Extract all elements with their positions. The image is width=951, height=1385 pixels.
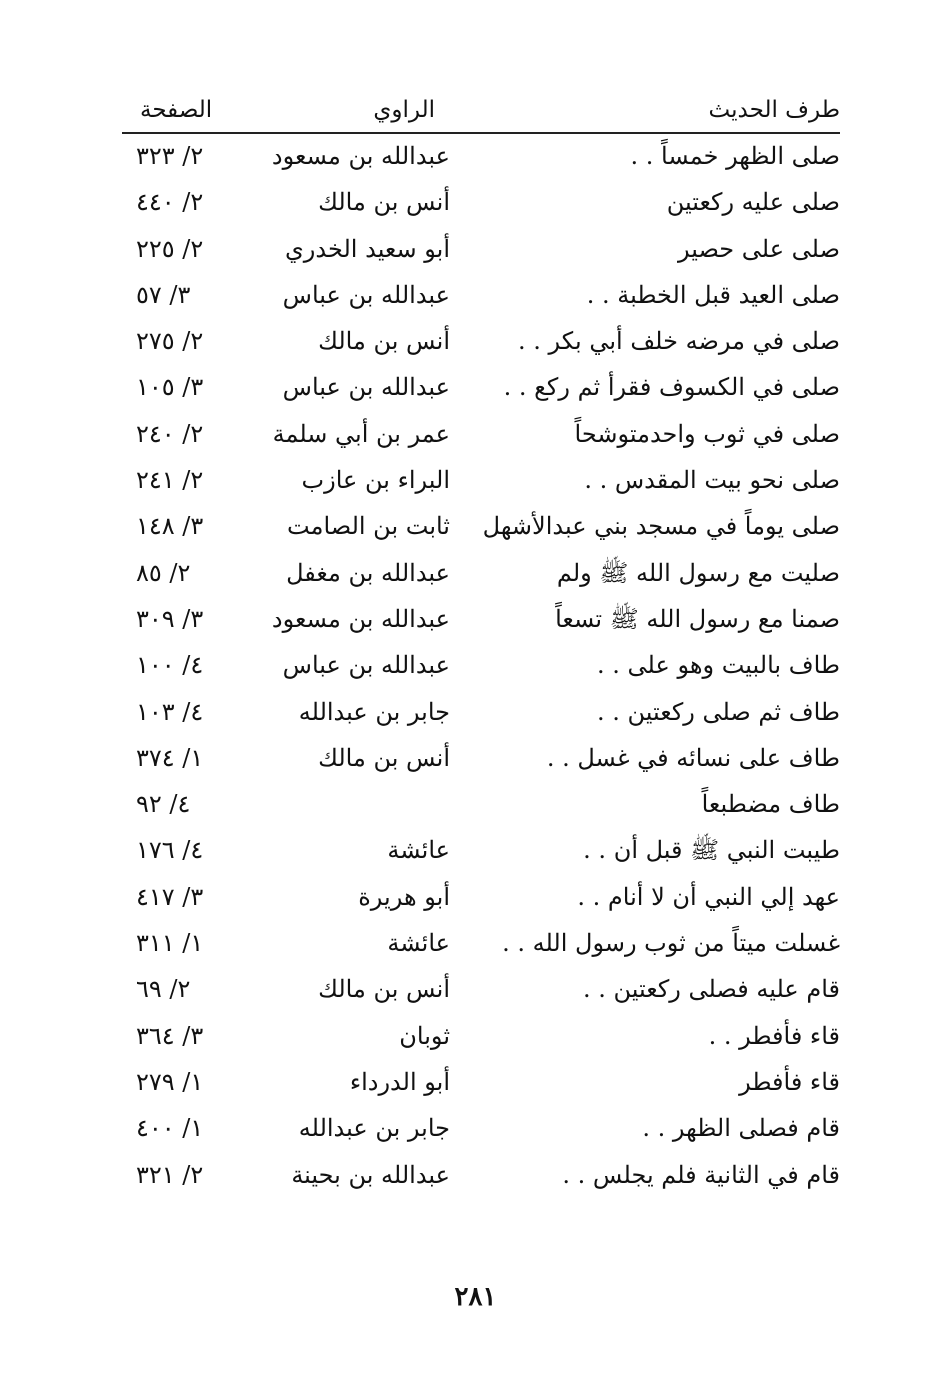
table-header xyxy=(122,88,840,134)
page-reference: ٣/ ٤١٧ xyxy=(136,882,204,911)
table-row xyxy=(122,690,840,736)
page-reference: ٢/ ٢٤٠ xyxy=(136,419,204,448)
page-reference: ٢/ ٢٧٥ xyxy=(136,327,204,356)
page-reference: ١/ ٣١١ xyxy=(136,929,204,958)
header-hadith: طرف الحديث xyxy=(708,97,840,123)
narrator-name: ثوبان xyxy=(399,1021,450,1050)
hadith-text: طاف بالبيت وهو على . . xyxy=(597,651,840,680)
narrator-name: أنس بن مالك xyxy=(318,188,450,217)
narrator-name: أبو الدرداء xyxy=(349,1067,450,1096)
hadith-text: قاء فأفطر xyxy=(739,1067,840,1096)
narrator-name: عبدالله بن عباس xyxy=(282,651,450,680)
table-row xyxy=(122,643,840,689)
narrator-name: عبدالله بن مسعود xyxy=(271,142,450,170)
table-row xyxy=(122,504,840,550)
narrator-name: أنس بن مالك xyxy=(318,975,450,1004)
narrator-name: عائشة xyxy=(387,929,450,958)
hadith-text: عهد إلي النبي أن لا أنام . . xyxy=(577,882,840,911)
hadith-text: صلى الظهر خمساً . . xyxy=(630,142,840,170)
hadith-text: قام فصلى الظهر . . xyxy=(642,1114,840,1143)
header-narrator: الراوي xyxy=(373,97,435,123)
hadith-text: صلى نحو بيت المقدس . . xyxy=(584,466,840,495)
hadith-text: طاف ثم صلى ركعتين . . xyxy=(596,697,840,726)
page-reference: ٤/ ٩٢ xyxy=(136,790,191,819)
narrator-name: أنس بن مالك xyxy=(318,327,450,356)
hadith-text: صمنا مع رسول الله ﷺ تسعاً xyxy=(555,604,840,633)
narrator-name: أنس بن مالك xyxy=(318,743,450,772)
page-reference: ١/ ٢٧٩ xyxy=(136,1067,204,1096)
page-reference: ٤/ ١٠٠ xyxy=(136,651,204,680)
narrator-name: جابر بن عبدالله xyxy=(298,1114,450,1143)
page-reference: ١/ ٣٧٤ xyxy=(136,743,204,772)
page-reference: ١/ ٤٠٠ xyxy=(136,1114,204,1143)
page-reference: ٣/ ١٤٨ xyxy=(136,512,204,541)
hadith-index-table xyxy=(122,88,840,1199)
hadith-text: صليت مع رسول الله ﷺ ولم xyxy=(556,558,840,587)
table-row xyxy=(122,319,840,365)
narrator-name: البراء بن عازب xyxy=(301,466,450,495)
page-reference: ٣/ ١٠٥ xyxy=(136,373,204,402)
narrator-name: أبو هريرة xyxy=(358,882,450,911)
page-reference: ٢/ ٢٢٥ xyxy=(136,234,204,263)
hadith-text: قام عليه فصلى ركعتين . . xyxy=(582,975,840,1004)
table-row xyxy=(122,180,840,226)
page-reference: ٢/ ٦٩ xyxy=(136,975,191,1004)
page-reference: ٢/ ٢٤١ xyxy=(136,466,204,495)
hadith-text: صلى في ثوب واحدمتوشحاً xyxy=(574,419,840,448)
table-row xyxy=(122,1014,840,1060)
table-row xyxy=(122,1060,840,1106)
narrator-name: عبدالله بن عباس xyxy=(282,280,450,309)
hadith-text: صلى عليه ركعتين xyxy=(666,188,840,217)
table-row xyxy=(122,921,840,967)
header-page: الصفحة xyxy=(140,97,213,123)
page-reference: ٤/ ١٠٣ xyxy=(136,697,204,726)
narrator-name: عائشة xyxy=(387,836,450,865)
table-row xyxy=(122,134,840,180)
page-reference: ٤/ ١٧٦ xyxy=(136,836,204,865)
hadith-text: غسلت ميتاً من ثوب رسول الله . . xyxy=(502,929,840,958)
page-reference: ٢/ ٨٥ xyxy=(136,558,191,587)
narrator-name: جابر بن عبدالله xyxy=(298,697,450,726)
hadith-text: صلى العيد قبل الخطبة . . xyxy=(586,280,840,309)
narrator-name: عبدالله بن مغفل xyxy=(286,558,450,587)
page-number: ٢٨١ xyxy=(454,1282,497,1312)
table-body xyxy=(122,134,840,1199)
table-row xyxy=(122,273,840,319)
narrator-name: أبو سعيد الخدري xyxy=(285,234,450,263)
table-row xyxy=(122,365,840,411)
narrator-name: عبدالله بن عباس xyxy=(282,373,450,402)
table-row xyxy=(122,412,840,458)
hadith-text: صلى على حصير xyxy=(678,234,840,263)
narrator-name: ثابت بن الصامت xyxy=(287,512,450,541)
narrator-name: عمر بن أبي سلمة xyxy=(272,419,450,448)
hadith-text: قاء فأفطر . . xyxy=(708,1021,840,1050)
hadith-text: طيبت النبي ﷺ قبل أن . . xyxy=(583,836,840,865)
page-reference: ٢/ ٤٤٠ xyxy=(136,188,204,217)
page-reference: ٢/ ٣٢١ xyxy=(136,1160,204,1189)
hadith-text: قام في الثانية فلم يجلس . . xyxy=(562,1160,840,1189)
hadith-text: طاف مضطبعاً xyxy=(701,790,840,819)
page-reference: ٣/ ٥٧ xyxy=(136,280,191,309)
table-row xyxy=(122,1153,840,1199)
hadith-text: صلى يوماً في مسجد بني عبدالأشهل xyxy=(482,512,840,541)
table-row xyxy=(122,967,840,1013)
table-row xyxy=(122,597,840,643)
table-row xyxy=(122,1106,840,1152)
table-row xyxy=(122,227,840,273)
hadith-text: صلى في مرضه خلف أبي بكر . . xyxy=(518,327,840,356)
table-row xyxy=(122,828,840,874)
narrator-name: عبدالله بن مسعود xyxy=(271,604,450,633)
table-row xyxy=(122,782,840,828)
table-row xyxy=(122,458,840,504)
page-reference: ٢/ ٣٢٣ xyxy=(136,142,204,170)
page-reference: ٣/ ٣٠٩ xyxy=(136,604,204,633)
narrator-name: عبدالله بن بحينة xyxy=(291,1160,450,1189)
hadith-text: طاف على نسائه في غسل . . xyxy=(546,743,840,772)
table-row xyxy=(122,875,840,921)
page-reference: ٣/ ٣٦٤ xyxy=(136,1021,204,1050)
table-row xyxy=(122,551,840,597)
table-row xyxy=(122,736,840,782)
hadith-text: صلى في الكسوف فقرأ ثم ركع . . xyxy=(503,373,840,402)
